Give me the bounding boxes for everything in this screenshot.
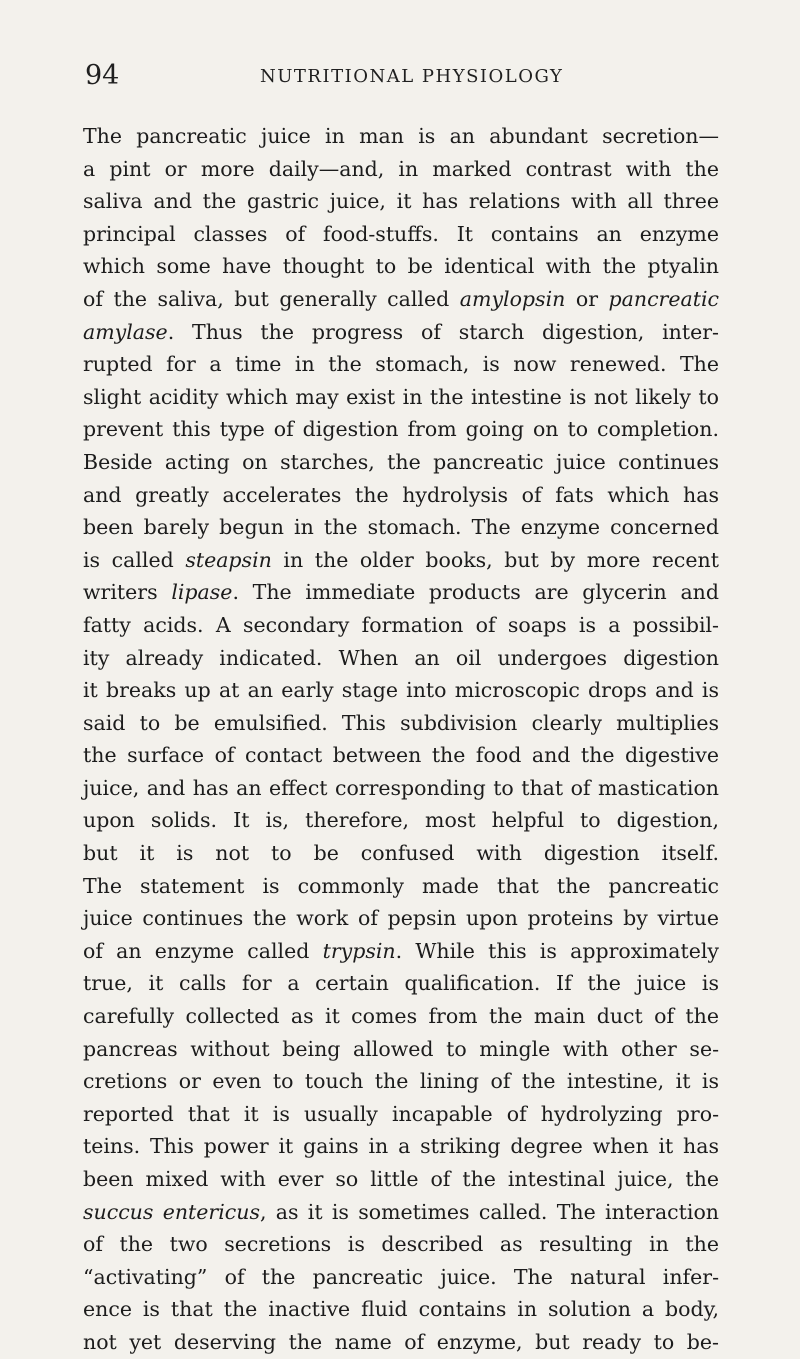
text-run: ence is that the inactive fluid contains in solution a body, <box>83 1297 719 1322</box>
text-run: ity already indicated. When an oil undergoes digestion <box>83 645 719 670</box>
text-run: upon solids. It is, therefore, most helpful to digestion, <box>83 808 719 833</box>
text-run: or <box>565 286 609 311</box>
text-line <box>83 511 719 544</box>
text-run: Beside acting on starches, the pancreatic juice continues <box>83 449 719 474</box>
italic-term: succus entericus <box>83 1199 260 1224</box>
text-run: . Thus the progress of starch digestion, inter- <box>167 319 719 344</box>
page-header <box>85 60 715 96</box>
text-line <box>83 381 719 414</box>
text-line <box>83 153 719 186</box>
text-line <box>83 120 719 153</box>
text-run: in the older books, but by more recent <box>271 547 719 572</box>
text-run: rupted for a time in the stomach, is now renewed. The <box>83 352 719 377</box>
italic-term: amylase <box>83 319 168 344</box>
text-line <box>83 316 719 349</box>
text-line <box>83 348 719 381</box>
text-line <box>83 772 719 805</box>
text-line <box>83 250 719 283</box>
text-run: been mixed with ever so little of the intestinal juice, the <box>83 1167 719 1191</box>
text-run: not yet deserving the name of enzyme, but ready to be- <box>83 1329 719 1354</box>
italic-term: lipase <box>171 580 233 605</box>
text-run: pancreas without being allowed to mingle with other se- <box>83 1036 719 1061</box>
text-run: is called <box>83 547 186 572</box>
text-line <box>83 642 719 675</box>
text-line <box>83 1196 719 1229</box>
text-run: of the two secretions is described as resulting in the <box>83 1232 719 1257</box>
text-run: principal classes of food-stuffs. It contains an enzyme <box>83 221 719 246</box>
text-run: slight acidity which may exist in the intestine is not likely to <box>83 384 719 409</box>
text-line <box>83 935 719 968</box>
text-run: The pancreatic juice in man is an abundant secretion— <box>83 124 719 148</box>
text-line <box>83 446 719 479</box>
text-line <box>83 1065 719 1098</box>
text-run: fatty acids. A secondary formation of soaps is a possibil- <box>83 612 719 637</box>
text-line <box>83 1293 719 1326</box>
text-line <box>83 967 719 1000</box>
text-run: The statement is commonly made that the pancreatic <box>83 873 719 898</box>
text-line <box>83 1000 719 1033</box>
italic-term: trypsin <box>322 938 396 963</box>
text-run: said to be emulsified. This subdivision clearly multiplies <box>83 710 719 735</box>
text-run: of the saliva, but generally called <box>83 286 460 311</box>
text-line <box>83 902 719 935</box>
text-run: but it is not to be confused with digestion itself. <box>83 841 719 866</box>
text-run: , as it is sometimes called. The interaction <box>259 1199 719 1224</box>
text-line <box>83 1326 719 1359</box>
text-run: cretions or even to touch the lining of the intestine, it is <box>83 1069 719 1094</box>
text-line <box>83 837 719 870</box>
text-run: prevent this type of digestion from going on to completion. <box>83 417 719 442</box>
text-line <box>83 1163 719 1196</box>
text-run: teins. This power it gains in a striking degree when it has <box>83 1134 719 1159</box>
text-run: it breaks up at an early stage into microscopic drops and is <box>83 678 719 703</box>
page-number: 94 <box>85 60 120 91</box>
text-run: saliva and the gastric juice, it has relations with all three <box>83 189 719 214</box>
text-line <box>83 544 719 577</box>
text-line <box>83 283 719 316</box>
text-run: been barely begun in the stomach. The enzyme concerned <box>83 515 719 540</box>
text-line <box>83 413 719 446</box>
italic-term: steapsin <box>185 547 272 572</box>
text-line <box>83 870 719 903</box>
text-run: which some have thought to be identical with the ptyalin <box>83 254 719 279</box>
text-run: carefully collected as it comes from the main duct of the <box>83 1004 719 1029</box>
italic-term: amylopsin <box>459 286 566 311</box>
text-run: juice continues the work of pepsin upon proteins by virtue <box>83 906 719 931</box>
text-line <box>83 185 719 218</box>
text-run: and greatly accelerates the hydrolysis of fats which has <box>83 482 719 507</box>
text-run: juice, and has an effect corresponding to that of mastication <box>83 775 719 800</box>
text-line <box>83 804 719 837</box>
text-run: the surface of contact between the food and the digestive <box>83 743 719 768</box>
text-line <box>83 576 719 609</box>
text-line <box>83 739 719 772</box>
text-line <box>83 609 719 642</box>
text-run: “activating” of the pancreatic juice. The natural infer- <box>83 1264 719 1289</box>
text-line <box>83 674 719 707</box>
text-run: true, it calls for a certain qualification. If the juice is <box>83 971 719 996</box>
text-line <box>83 1261 719 1294</box>
text-line <box>83 1228 719 1261</box>
text-line <box>83 479 719 512</box>
italic-term: pancreatic <box>608 286 719 311</box>
text-run: . The immediate products are glycerin and <box>232 580 719 605</box>
text-run: a pint or more daily—and, in marked contrast with the <box>83 156 719 181</box>
text-run: writers <box>83 580 172 605</box>
text-line <box>83 707 719 740</box>
text-run: of an enzyme called <box>83 938 323 963</box>
text-line <box>83 218 719 251</box>
text-run: reported that it is usually incapable of hydrolyzing pro- <box>83 1101 719 1126</box>
text-line <box>83 1098 719 1131</box>
text-line <box>83 1033 719 1066</box>
body-text <box>83 120 719 1359</box>
text-line <box>83 1130 719 1163</box>
text-run: . While this is approximately <box>395 938 719 963</box>
running-head: NUTRITIONAL PHYSIOLOGY <box>260 66 564 87</box>
